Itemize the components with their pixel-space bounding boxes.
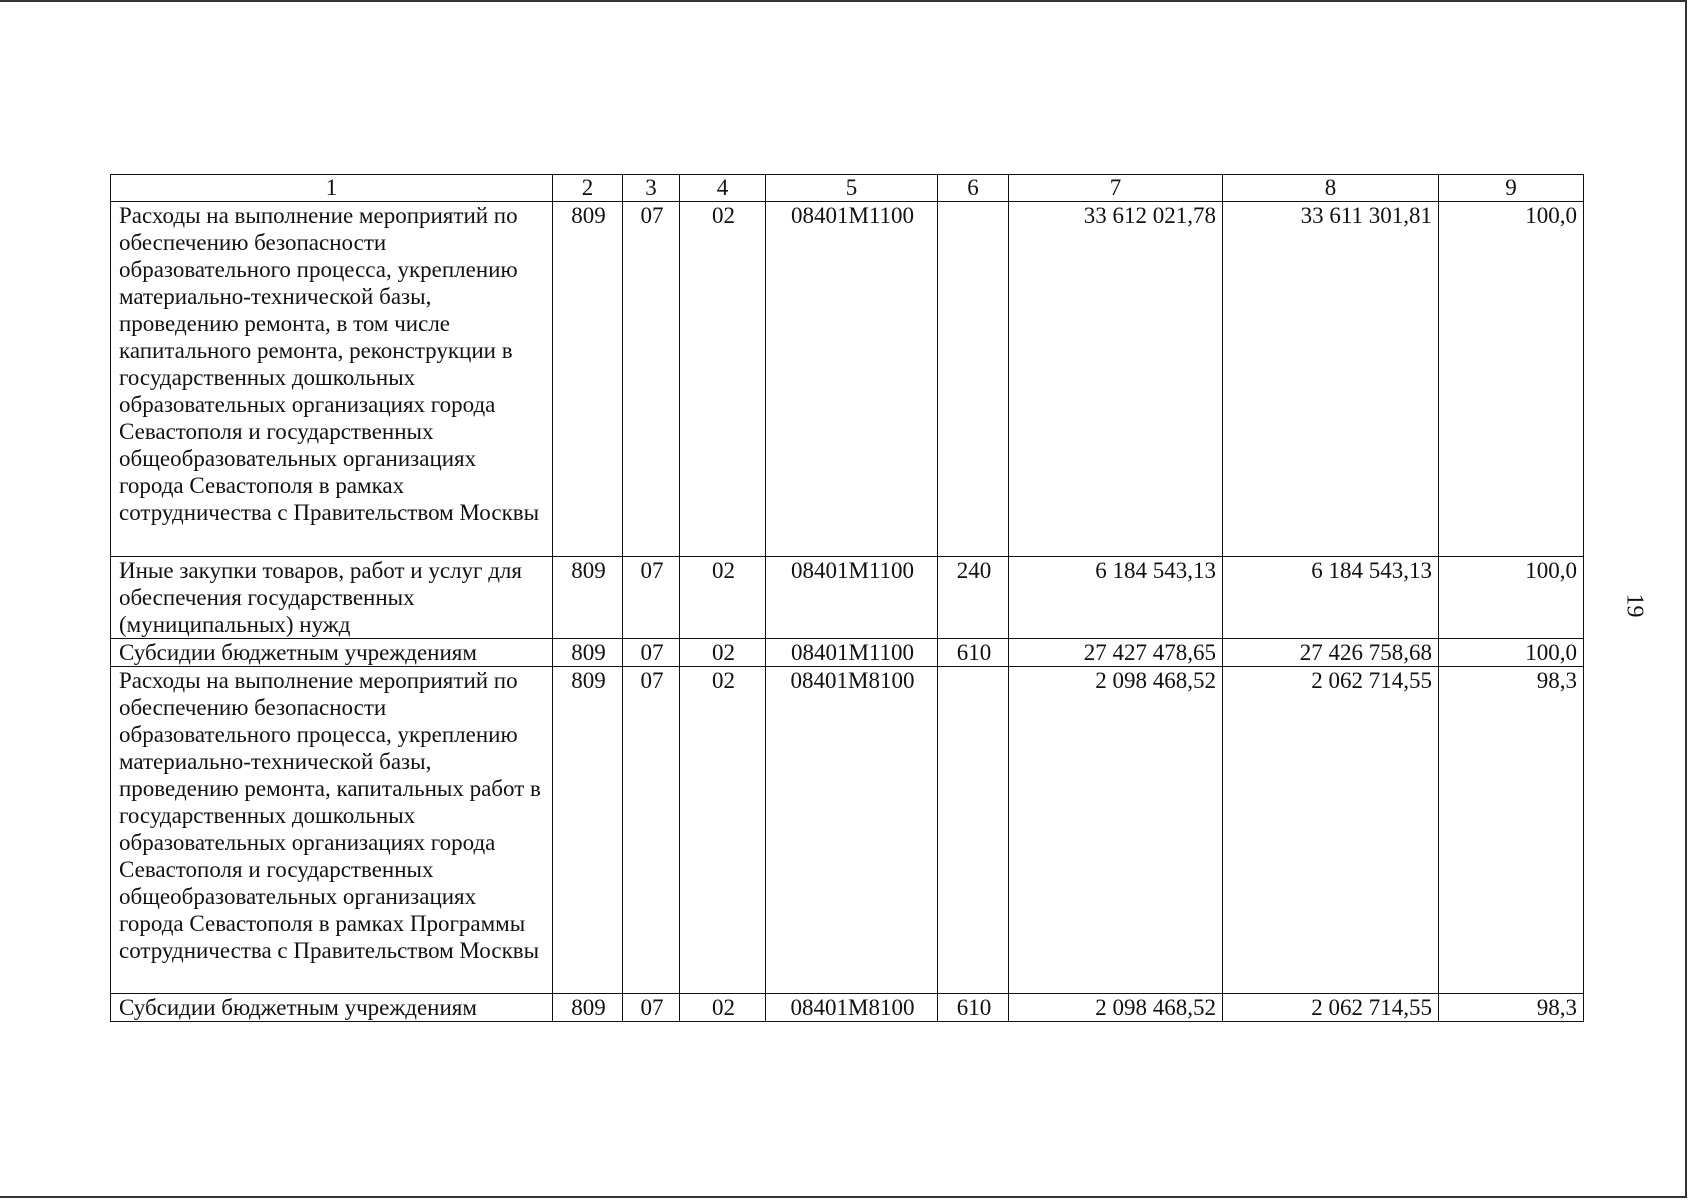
row-executed: 6 184 543,13	[1223, 557, 1439, 639]
row-target-article: 08401M8100	[766, 994, 938, 1022]
row-executed: 2 062 714,55	[1223, 667, 1439, 994]
row-name: Иные закупки товаров, работ и услуг для обеспечения государственных (муниципальных) нужд	[111, 557, 553, 639]
page-number: 19	[1621, 593, 1648, 618]
row-target-article: 08401M8100	[766, 667, 938, 994]
row-expense-type	[938, 667, 1009, 994]
row-admin-code: 809	[553, 994, 623, 1022]
header-col-1: 1	[111, 175, 553, 202]
row-planned: 2 098 468,52	[1009, 994, 1223, 1022]
header-col-4: 4	[680, 175, 766, 202]
row-target-article: 08401M1100	[766, 557, 938, 639]
row-planned: 27 427 478,65	[1009, 639, 1223, 667]
row-planned: 33 612 021,78	[1009, 202, 1223, 557]
row-planned: 6 184 543,13	[1009, 557, 1223, 639]
header-col-8: 8	[1223, 175, 1439, 202]
row-name: Субсидии бюджетным учреждениям	[111, 994, 553, 1022]
row-subsection: 02	[680, 202, 766, 557]
row-admin-code: 809	[553, 557, 623, 639]
table-row	[111, 202, 1584, 557]
table-row	[111, 639, 1584, 667]
header-col-2: 2	[553, 175, 623, 202]
row-target-article: 08401M1100	[766, 639, 938, 667]
header-col-7: 7	[1009, 175, 1223, 202]
row-executed: 2 062 714,55	[1223, 994, 1439, 1022]
row-expense-type: 610	[938, 639, 1009, 667]
row-section: 07	[623, 639, 680, 667]
header-col-3: 3	[623, 175, 680, 202]
row-percent: 98,3	[1439, 994, 1584, 1022]
row-expense-type: 610	[938, 994, 1009, 1022]
row-section: 07	[623, 667, 680, 994]
row-subsection: 02	[680, 639, 766, 667]
row-percent: 98,3	[1439, 667, 1584, 994]
row-percent: 100,0	[1439, 557, 1584, 639]
row-admin-code: 809	[553, 639, 623, 667]
row-executed: 33 611 301,81	[1223, 202, 1439, 557]
row-section: 07	[623, 557, 680, 639]
header-row	[111, 175, 1584, 202]
row-name: Субсидии бюджетным учреждениям	[111, 639, 553, 667]
row-admin-code: 809	[553, 202, 623, 557]
header-col-9: 9	[1439, 175, 1584, 202]
row-subsection: 02	[680, 557, 766, 639]
row-percent: 100,0	[1439, 639, 1584, 667]
budget-table	[110, 174, 1584, 1022]
row-target-article: 08401M1100	[766, 202, 938, 557]
header-col-5: 5	[766, 175, 938, 202]
row-expense-type	[938, 202, 1009, 557]
row-section: 07	[623, 202, 680, 557]
row-name: Расходы на выполнение мероприятий по обеспечению безопасности образовательного процесса, укреплению материально-технической базы, проведению ремонта, в том числе капитального ремонта, реконструкции в государственных дошкольных образовательных организациях города Севастополя и государственных общеобразовательных организациях города Севастополя в рамках сотрудничества с Правительством Москвы	[111, 202, 553, 557]
table-row	[111, 994, 1584, 1022]
row-name: Расходы на выполнение мероприятий по обеспечению безопасности образовательного процесса, укреплению материально-технической базы, проведению ремонта, капитальных работ в государственных дошкольных образовательных организациях города Севастополя и государственных общеобразовательных организациях города Севастополя в рамках Программы сотрудничества с Правительством Москвы	[111, 667, 553, 994]
header-col-6: 6	[938, 175, 1009, 202]
table-row	[111, 557, 1584, 639]
row-section: 07	[623, 994, 680, 1022]
row-admin-code: 809	[553, 667, 623, 994]
row-subsection: 02	[680, 994, 766, 1022]
row-planned: 2 098 468,52	[1009, 667, 1223, 994]
table-row	[111, 667, 1584, 994]
row-subsection: 02	[680, 667, 766, 994]
row-percent: 100,0	[1439, 202, 1584, 557]
row-executed: 27 426 758,68	[1223, 639, 1439, 667]
row-expense-type: 240	[938, 557, 1009, 639]
